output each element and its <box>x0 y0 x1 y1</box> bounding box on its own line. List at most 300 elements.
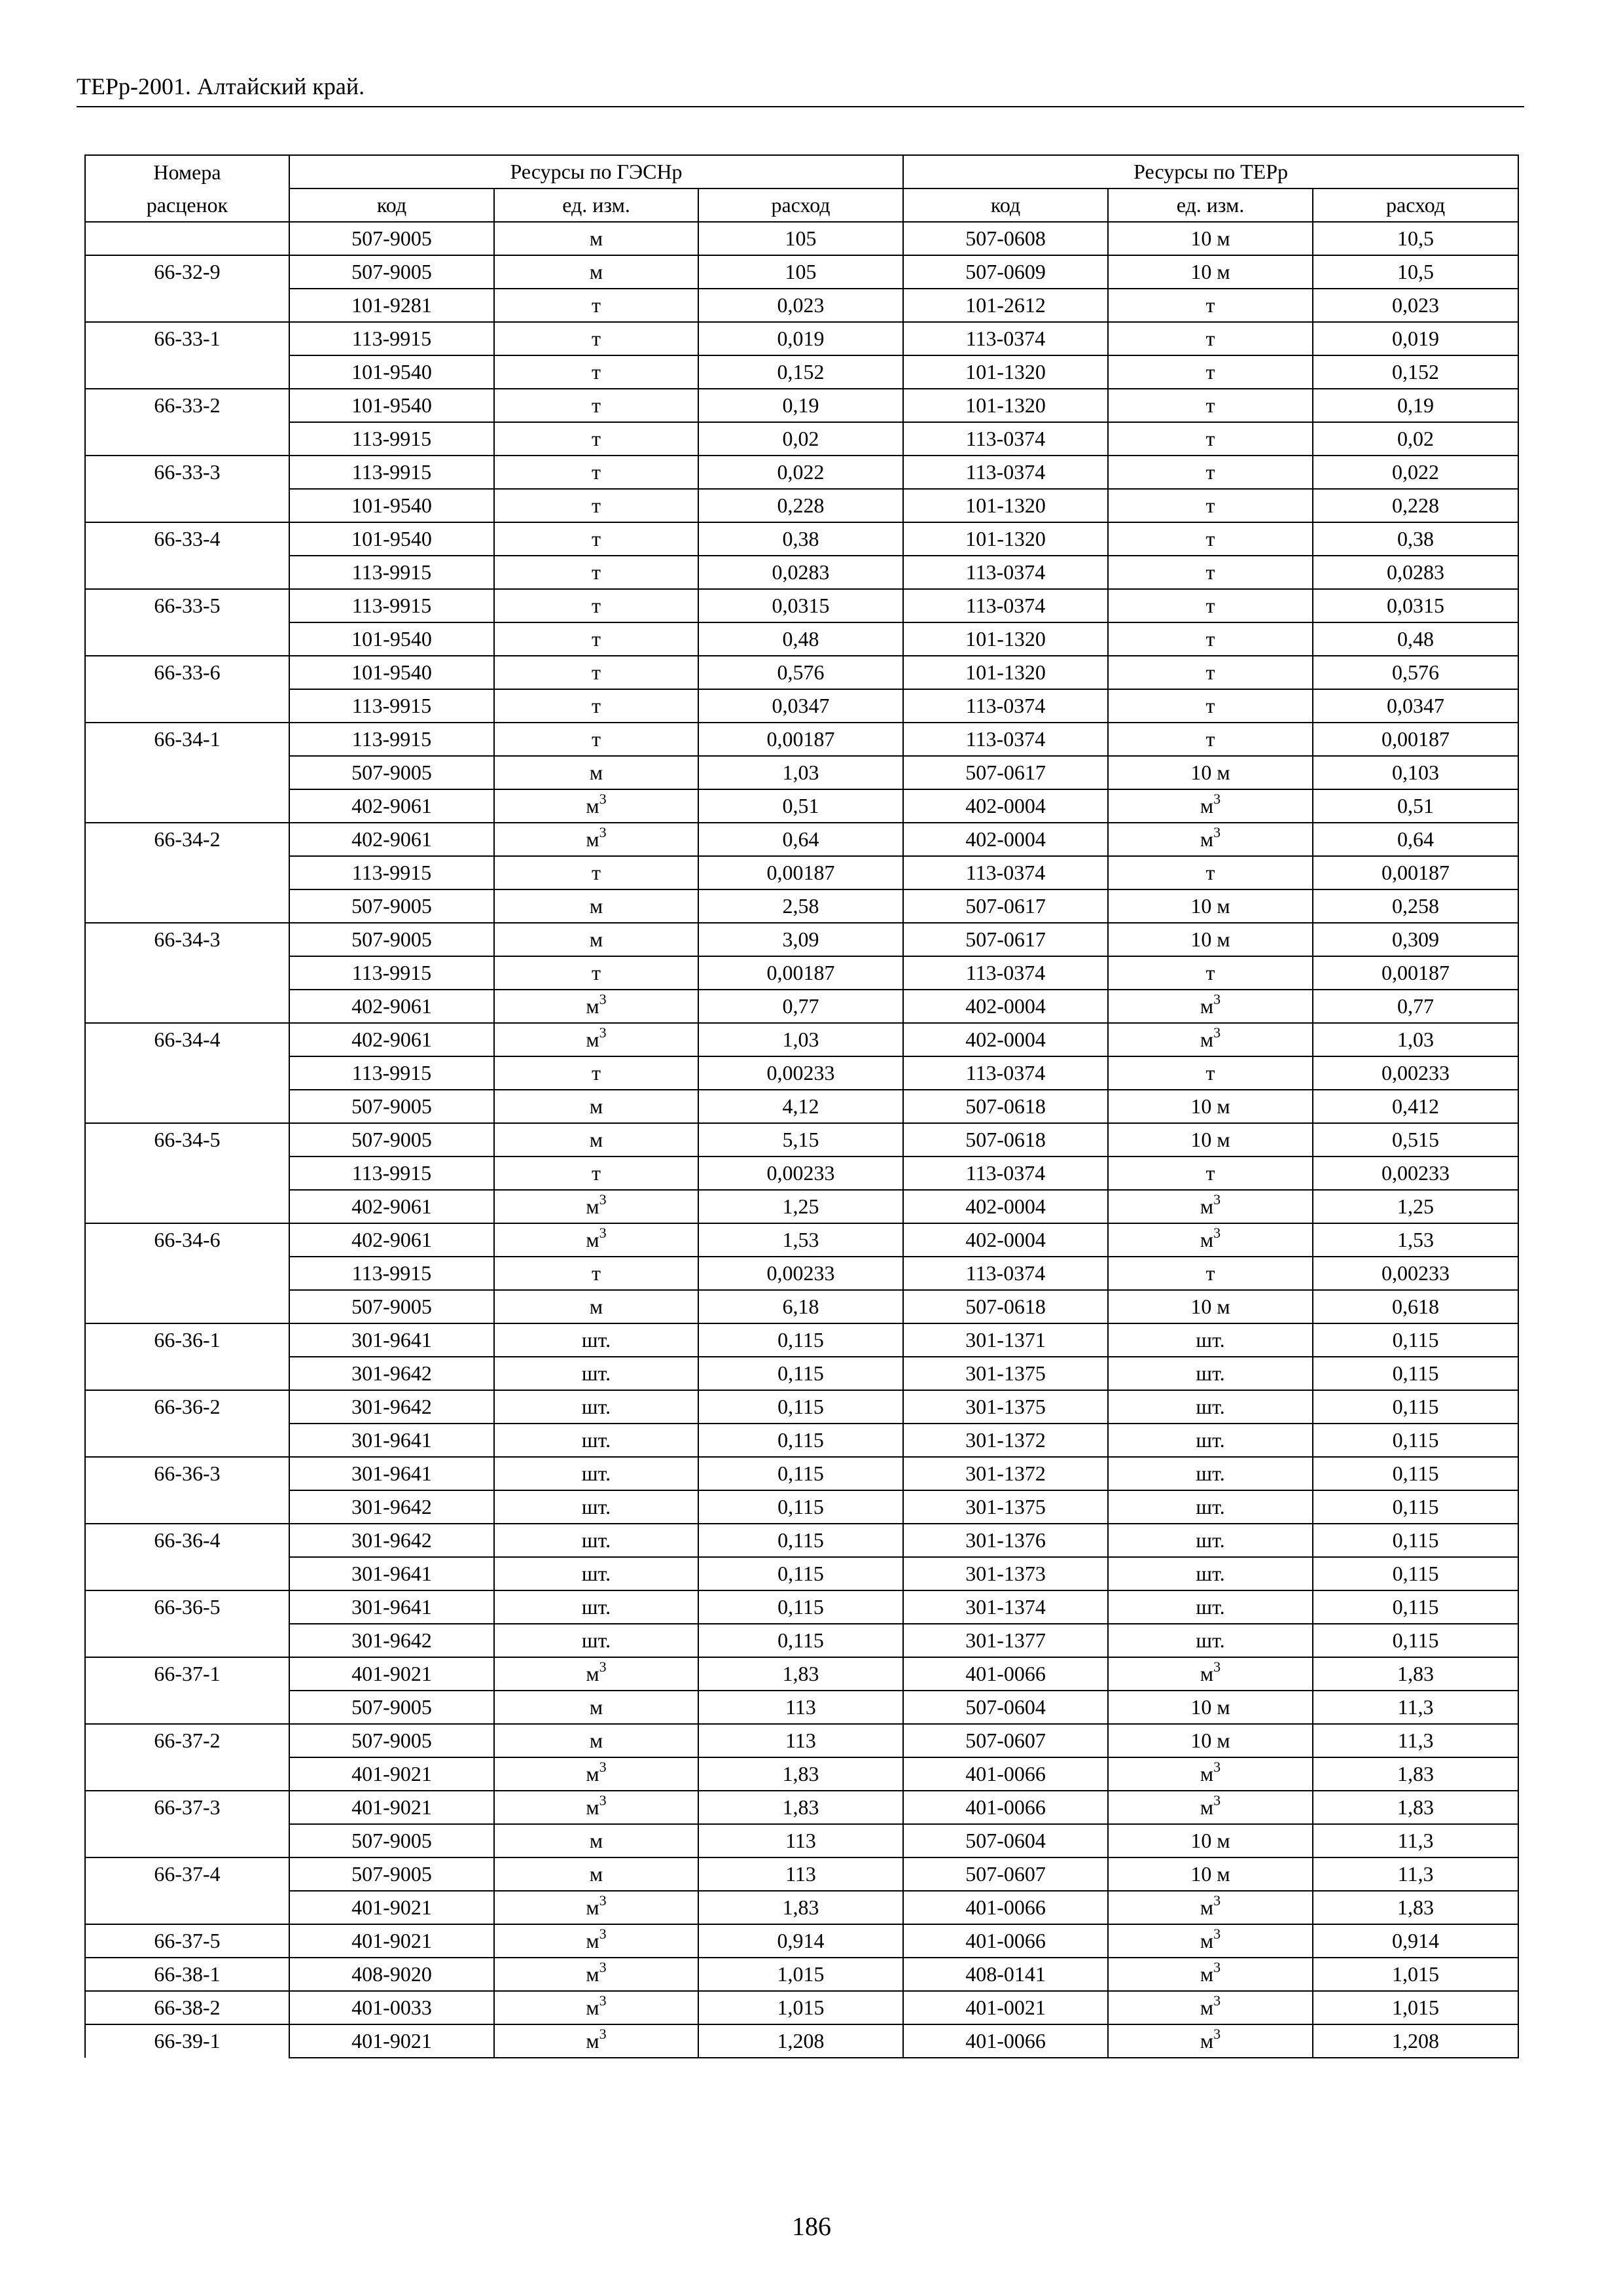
table-row <box>85 1791 1518 1824</box>
table-subheader-row <box>85 188 1518 222</box>
gesn-resources-header: Ресурсы по ГЭСНр <box>289 155 903 188</box>
table-row <box>85 1390 1518 1424</box>
gesn-code-cell: 401-9021 <box>289 1791 494 1824</box>
ter-unit-cell: $м^3$ <box>1108 1757 1313 1791</box>
ter-consumption-cell: 0,228 <box>1313 489 1518 522</box>
gesn-unit-cell: шт. <box>494 1524 698 1557</box>
gesn-consumption-cell: 5,15 <box>698 1123 903 1157</box>
rate-number-cell: 66-32-9 <box>85 255 289 289</box>
ter-code-cell: 301-1377 <box>903 1624 1108 1657</box>
ter-code-cell: 301-1376 <box>903 1524 1108 1557</box>
gesn-code-cell: 401-9021 <box>289 1924 494 1958</box>
ter-consumption-cell: 1,83 <box>1313 1791 1518 1824</box>
gesn-unit-cell: т <box>494 522 698 556</box>
gesn-consumption-cell: 105 <box>698 255 903 289</box>
gesn-code-cell: 402-9061 <box>289 789 494 823</box>
gesn-unit-cell: м <box>494 889 698 923</box>
gesn-code-cell: 301-9642 <box>289 1357 494 1390</box>
ter-code-cell: 301-1373 <box>903 1557 1108 1590</box>
ter-consumption-cell: 0,64 <box>1313 823 1518 856</box>
gesn-code-cell: 101-9540 <box>289 355 494 389</box>
gesn-unit-cell: $м^3$ <box>494 1791 698 1824</box>
ter-code-cell: 401-0066 <box>903 1757 1108 1791</box>
ter-consumption-cell: 0,51 <box>1313 789 1518 823</box>
ter-consumption-cell: 0,00187 <box>1313 956 1518 990</box>
rate-number-cell <box>85 856 289 889</box>
ter-consumption-cell: 1,03 <box>1313 1023 1518 1056</box>
ter-unit-cell: 10 м <box>1108 1724 1313 1757</box>
gesn-consumption-cell: 105 <box>698 222 903 255</box>
gesn-code-cell: 301-9641 <box>289 1590 494 1624</box>
gesn-unit-cell: $м^3$ <box>494 1223 698 1257</box>
gesn-unit-cell: шт. <box>494 1557 698 1590</box>
gesn-consumption-cell: 1,53 <box>698 1223 903 1257</box>
table-row <box>85 2024 1518 2058</box>
gesn-code-cell: 507-9005 <box>289 1290 494 1323</box>
gesn-code-cell: 401-9021 <box>289 1657 494 1691</box>
gesn-code-cell: 113-9915 <box>289 556 494 589</box>
gesn-consumption-cell: 0,115 <box>698 1524 903 1557</box>
ter-consumption-cell: 0,02 <box>1313 422 1518 456</box>
rate-number-cell <box>85 1424 289 1457</box>
ter-consumption-cell: 0,00233 <box>1313 1257 1518 1290</box>
ter-code-cell: 507-0608 <box>903 222 1108 255</box>
gesn-consumption-cell: 0,51 <box>698 789 903 823</box>
gesn-consumption-cell: 0,115 <box>698 1490 903 1524</box>
rate-number-cell <box>85 889 289 923</box>
gesn-unit-cell: м <box>494 1724 698 1757</box>
rate-number-cell <box>85 1557 289 1590</box>
ter-code-cell: 301-1374 <box>903 1590 1108 1624</box>
gesn-unit-cell: $м^3$ <box>494 2024 698 2058</box>
ter-unit-cell: 10 м <box>1108 1824 1313 1857</box>
ter-code-cell: 401-0021 <box>903 1991 1108 2024</box>
rate-number-cell: 66-33-5 <box>85 589 289 622</box>
rate-number-cell: 66-37-3 <box>85 1791 289 1824</box>
ter-unit-cell: 10 м <box>1108 222 1313 255</box>
gesn-unit-cell: т <box>494 856 698 889</box>
table-row <box>85 522 1518 556</box>
gesn-unit-cell: м <box>494 923 698 956</box>
ter-code-cell: 507-0609 <box>903 255 1108 289</box>
gesn-code-cell: 301-9641 <box>289 1424 494 1457</box>
gesn-consumption-cell: 0,19 <box>698 389 903 422</box>
table-row <box>85 589 1518 622</box>
ter-unit-cell: $м^3$ <box>1108 990 1313 1023</box>
table-row <box>85 1590 1518 1624</box>
gesn-code-cell: 301-9642 <box>289 1390 494 1424</box>
table-row <box>85 1691 1518 1724</box>
ter-consumption-cell: 0,023 <box>1313 289 1518 322</box>
ter-unit-cell: т <box>1108 589 1313 622</box>
gesn-consumption-cell: 0,115 <box>698 1590 903 1624</box>
gesn-code-cell: 101-9540 <box>289 389 494 422</box>
ter-consumption-cell: 1,015 <box>1313 1991 1518 2024</box>
rate-number-cell: 66-34-3 <box>85 923 289 956</box>
gesn-unit-cell: т <box>494 656 698 689</box>
ter-unit-cell: шт. <box>1108 1357 1313 1390</box>
gesn-consumption-cell: 1,83 <box>698 1757 903 1791</box>
table-row <box>85 1657 1518 1691</box>
gesn-unit-cell: $м^3$ <box>494 1023 698 1056</box>
ter-code-cell: 401-0066 <box>903 1657 1108 1691</box>
table-row <box>85 1157 1518 1190</box>
rate-number-cell: 66-34-6 <box>85 1223 289 1257</box>
table-row <box>85 556 1518 589</box>
gesn-unit-cell: т <box>494 389 698 422</box>
ter-unit-cell: т <box>1108 489 1313 522</box>
ter-consumption-cell: 0,0315 <box>1313 589 1518 622</box>
resources-table <box>84 154 1519 2058</box>
gesn-unit-cell: т <box>494 322 698 355</box>
ter-code-cell: 301-1375 <box>903 1357 1108 1390</box>
table-row <box>85 1757 1518 1791</box>
gesn-consumption-cell: 113 <box>698 1824 903 1857</box>
gesn-code-cell: 401-9021 <box>289 1891 494 1924</box>
table-row <box>85 422 1518 456</box>
rate-number-cell: 66-36-5 <box>85 1590 289 1624</box>
ter-unit-cell: т <box>1108 956 1313 990</box>
rate-number-cell <box>85 422 289 456</box>
ter-code-cell: 113-0374 <box>903 456 1108 489</box>
ter-code-header: код <box>903 188 1108 222</box>
rate-number-cell <box>85 956 289 990</box>
ter-unit-cell: т <box>1108 556 1313 589</box>
rate-number-cell <box>85 1290 289 1323</box>
gesn-consumption-cell: 0,38 <box>698 522 903 556</box>
rate-number-cell <box>85 289 289 322</box>
gesn-unit-header: ед. изм. <box>494 188 698 222</box>
ter-unit-cell: $м^3$ <box>1108 789 1313 823</box>
ter-unit-cell: т <box>1108 689 1313 723</box>
table-header-row <box>85 155 1518 188</box>
ter-code-cell: 507-0607 <box>903 1724 1108 1757</box>
rate-number-cell <box>85 1624 289 1657</box>
gesn-consumption-cell: 0,115 <box>698 1323 903 1357</box>
ter-unit-cell: т <box>1108 322 1313 355</box>
gesn-unit-cell: шт. <box>494 1490 698 1524</box>
gesn-consumption-cell: 6,18 <box>698 1290 903 1323</box>
ter-code-cell: 401-0066 <box>903 1891 1108 1924</box>
gesn-consumption-cell: 0,0347 <box>698 689 903 723</box>
rate-number-cell <box>85 1357 289 1390</box>
ter-consumption-cell: 1,015 <box>1313 1958 1518 1991</box>
ter-unit-cell: $м^3$ <box>1108 1657 1313 1691</box>
gesn-consumption-cell: 0,00233 <box>698 1157 903 1190</box>
ter-unit-cell: 10 м <box>1108 1123 1313 1157</box>
table-row <box>85 1824 1518 1857</box>
ter-consumption-cell: 11,3 <box>1313 1857 1518 1891</box>
rate-number-cell: 66-34-4 <box>85 1023 289 1056</box>
gesn-consumption-cell: 0,023 <box>698 289 903 322</box>
rate-number-cell <box>85 355 289 389</box>
rate-number-cell: 66-38-1 <box>85 1958 289 1991</box>
ter-consumption-cell: 11,3 <box>1313 1691 1518 1724</box>
ter-unit-cell: т <box>1108 856 1313 889</box>
gesn-unit-cell: т <box>494 1157 698 1190</box>
rate-number-cell: 66-36-3 <box>85 1457 289 1490</box>
gesn-code-cell: 113-9915 <box>289 856 494 889</box>
ter-unit-cell: шт. <box>1108 1490 1313 1524</box>
gesn-code-cell: 507-9005 <box>289 255 494 289</box>
gesn-unit-cell: м <box>494 1090 698 1123</box>
gesn-unit-cell: т <box>494 689 698 723</box>
rate-number-cell: 66-37-1 <box>85 1657 289 1691</box>
ter-unit-cell: т <box>1108 389 1313 422</box>
gesn-unit-cell: т <box>494 422 698 456</box>
gesn-unit-cell: шт. <box>494 1424 698 1457</box>
gesn-consumption-cell: 1,015 <box>698 1958 903 1991</box>
gesn-consumption-cell: 1,03 <box>698 1023 903 1056</box>
gesn-consumption-cell: 113 <box>698 1857 903 1891</box>
ter-consumption-cell: 0,00233 <box>1313 1056 1518 1090</box>
ter-code-cell: 401-0066 <box>903 1791 1108 1824</box>
gesn-unit-cell: т <box>494 1257 698 1290</box>
gesn-consumption-cell: 1,83 <box>698 1891 903 1924</box>
ter-code-cell: 507-0604 <box>903 1691 1108 1724</box>
table-row <box>85 1190 1518 1223</box>
rate-number-cell: 66-37-4 <box>85 1857 289 1891</box>
table-row <box>85 222 1518 255</box>
ter-unit-cell: т <box>1108 456 1313 489</box>
rate-number-cell <box>85 1490 289 1524</box>
ter-unit-cell: 10 м <box>1108 1090 1313 1123</box>
ter-consumption-cell: 0,0347 <box>1313 689 1518 723</box>
gesn-consumption-cell: 0,77 <box>698 990 903 1023</box>
gesn-code-cell: 402-9061 <box>289 1023 494 1056</box>
rate-number-cell <box>85 222 289 255</box>
table-row <box>85 1924 1518 1958</box>
gesn-code-cell: 507-9005 <box>289 889 494 923</box>
gesn-unit-cell: м <box>494 1123 698 1157</box>
ter-code-cell: 402-0004 <box>903 823 1108 856</box>
table-row <box>85 456 1518 489</box>
ter-consumption-cell: 0,576 <box>1313 656 1518 689</box>
ter-unit-cell: т <box>1108 656 1313 689</box>
gesn-unit-cell: т <box>494 489 698 522</box>
gesn-code-cell: 101-9540 <box>289 489 494 522</box>
ter-consumption-cell: 1,83 <box>1313 1757 1518 1791</box>
gesn-code-cell: 113-9915 <box>289 322 494 355</box>
ter-unit-cell: $м^3$ <box>1108 1924 1313 1958</box>
ter-code-cell: 507-0604 <box>903 1824 1108 1857</box>
table-row <box>85 1323 1518 1357</box>
gesn-unit-cell: т <box>494 355 698 389</box>
rate-number-cell <box>85 1691 289 1724</box>
gesn-code-cell: 408-9020 <box>289 1958 494 1991</box>
ter-code-cell: 113-0374 <box>903 1157 1108 1190</box>
gesn-code-cell: 507-9005 <box>289 756 494 789</box>
rate-number-cell <box>85 622 289 656</box>
gesn-unit-cell: т <box>494 723 698 756</box>
table-row <box>85 756 1518 789</box>
table-row <box>85 923 1518 956</box>
ter-unit-cell: шт. <box>1108 1323 1313 1357</box>
table-row <box>85 889 1518 923</box>
gesn-code-cell: 113-9915 <box>289 1056 494 1090</box>
ter-code-cell: 408-0141 <box>903 1958 1108 1991</box>
gesn-unit-cell: $м^3$ <box>494 990 698 1023</box>
table-row <box>85 1624 1518 1657</box>
gesn-consumption-cell: 0,019 <box>698 322 903 355</box>
gesn-code-cell: 113-9915 <box>289 422 494 456</box>
gesn-consumption-cell: 4,12 <box>698 1090 903 1123</box>
gesn-unit-cell: шт. <box>494 1624 698 1657</box>
gesn-unit-cell: $м^3$ <box>494 1958 698 1991</box>
table-row <box>85 389 1518 422</box>
ter-code-cell: 113-0374 <box>903 1056 1108 1090</box>
rate-number-cell: 66-38-2 <box>85 1991 289 2024</box>
ter-code-cell: 507-0617 <box>903 923 1108 956</box>
gesn-unit-cell: м <box>494 222 698 255</box>
gesn-code-cell: 507-9005 <box>289 1691 494 1724</box>
ter-consumption-cell: 0,00187 <box>1313 856 1518 889</box>
ter-unit-cell: 10 м <box>1108 1857 1313 1891</box>
ter-consumption-cell: 0,103 <box>1313 756 1518 789</box>
gesn-consumption-cell: 0,228 <box>698 489 903 522</box>
ter-consumption-cell: 0,115 <box>1313 1524 1518 1557</box>
ter-consumption-cell: 0,00187 <box>1313 723 1518 756</box>
ter-consumption-cell: 11,3 <box>1313 1724 1518 1757</box>
gesn-consumption-cell: 0,02 <box>698 422 903 456</box>
ter-unit-cell: т <box>1108 723 1313 756</box>
rate-number-cell: 66-39-1 <box>85 2024 289 2058</box>
gesn-code-cell: 401-9021 <box>289 1757 494 1791</box>
rate-number-cell <box>85 1891 289 1924</box>
page-number: 186 <box>792 2212 831 2241</box>
gesn-code-cell: 507-9005 <box>289 1123 494 1157</box>
ter-code-cell: 113-0374 <box>903 856 1108 889</box>
ter-consumption-cell: 0,19 <box>1313 389 1518 422</box>
gesn-code-cell: 507-9005 <box>289 923 494 956</box>
gesn-consumption-cell: 0,022 <box>698 456 903 489</box>
gesn-consumption-cell: 0,00187 <box>698 856 903 889</box>
ter-consumption-cell: 0,115 <box>1313 1323 1518 1357</box>
gesn-code-cell: 507-9005 <box>289 1724 494 1757</box>
ter-unit-cell: $м^3$ <box>1108 1023 1313 1056</box>
ter-code-cell: 101-1320 <box>903 622 1108 656</box>
gesn-code-cell: 113-9915 <box>289 1257 494 1290</box>
table-row <box>85 1857 1518 1891</box>
ter-consumption-cell: 0,115 <box>1313 1490 1518 1524</box>
gesn-consumption-cell: 1,25 <box>698 1190 903 1223</box>
ter-code-cell: 113-0374 <box>903 689 1108 723</box>
table-row <box>85 1490 1518 1524</box>
gesn-consumption-cell: 0,115 <box>698 1557 903 1590</box>
ter-code-cell: 507-0617 <box>903 756 1108 789</box>
ter-code-cell: 101-1320 <box>903 656 1108 689</box>
ter-code-cell: 101-2612 <box>903 289 1108 322</box>
ter-code-cell: 402-0004 <box>903 1023 1108 1056</box>
table-row <box>85 1424 1518 1457</box>
gesn-unit-cell: м <box>494 1290 698 1323</box>
gesn-unit-cell: м <box>494 1857 698 1891</box>
gesn-code-cell: 401-0033 <box>289 1991 494 2024</box>
gesn-unit-cell: т <box>494 622 698 656</box>
gesn-consumption-cell: 0,115 <box>698 1390 903 1424</box>
gesn-unit-cell: т <box>494 956 698 990</box>
ter-code-cell: 507-0618 <box>903 1123 1108 1157</box>
ter-code-cell: 402-0004 <box>903 1223 1108 1257</box>
gesn-code-cell: 101-9540 <box>289 622 494 656</box>
gesn-consumption-cell: 113 <box>698 1724 903 1757</box>
rate-number-cell: 66-36-2 <box>85 1390 289 1424</box>
table-row <box>85 789 1518 823</box>
table-row <box>85 1724 1518 1757</box>
gesn-unit-cell: шт. <box>494 1590 698 1624</box>
gesn-code-header: код <box>289 188 494 222</box>
rate-number-cell <box>85 990 289 1023</box>
gesn-unit-cell: $м^3$ <box>494 1757 698 1791</box>
gesn-unit-cell: м <box>494 255 698 289</box>
table-row <box>85 1958 1518 1991</box>
ter-code-cell: 101-1320 <box>903 389 1108 422</box>
rate-number-cell <box>85 1090 289 1123</box>
table-row <box>85 723 1518 756</box>
ter-code-cell: 401-0066 <box>903 1924 1108 1958</box>
gesn-consumption-cell: 1,03 <box>698 756 903 789</box>
gesn-code-cell: 507-9005 <box>289 1857 494 1891</box>
gesn-consumption-cell: 113 <box>698 1691 903 1724</box>
gesn-code-cell: 301-9642 <box>289 1490 494 1524</box>
ter-unit-cell: шт. <box>1108 1624 1313 1657</box>
gesn-consumption-cell: 0,0283 <box>698 556 903 589</box>
table-row <box>85 956 1518 990</box>
gesn-code-cell: 507-9005 <box>289 1824 494 1857</box>
gesn-consumption-cell: 0,64 <box>698 823 903 856</box>
table-row <box>85 622 1518 656</box>
rate-number-cell: 66-33-6 <box>85 656 289 689</box>
document-title: ТЕРр-2001. Алтайский край. <box>77 73 365 99</box>
gesn-consumption-cell: 0,115 <box>698 1457 903 1490</box>
rate-number-cell <box>85 1824 289 1857</box>
gesn-code-cell: 113-9915 <box>289 723 494 756</box>
gesn-consumption-cell: 0,152 <box>698 355 903 389</box>
table-row <box>85 1991 1518 2024</box>
gesn-consumption-cell: 0,115 <box>698 1357 903 1390</box>
gesn-consumption-cell: 0,00187 <box>698 723 903 756</box>
ter-consumption-cell: 1,208 <box>1313 2024 1518 2058</box>
ter-consumption-cell: 0,618 <box>1313 1290 1518 1323</box>
gesn-code-cell: 301-9642 <box>289 1524 494 1557</box>
ter-consumption-cell: 0,115 <box>1313 1424 1518 1457</box>
rate-number-cell <box>85 1757 289 1791</box>
rate-number-cell <box>85 556 289 589</box>
ter-consumption-cell: 0,115 <box>1313 1390 1518 1424</box>
ter-consumption-cell: 1,83 <box>1313 1657 1518 1691</box>
ter-consumption-cell: 0,152 <box>1313 355 1518 389</box>
gesn-consumption-cell: 1,208 <box>698 2024 903 2058</box>
ter-unit-cell: $м^3$ <box>1108 1791 1313 1824</box>
ter-consumption-cell: 0,515 <box>1313 1123 1518 1157</box>
ter-consumption-cell: 0,309 <box>1313 923 1518 956</box>
ter-unit-cell: 10 м <box>1108 923 1313 956</box>
ter-code-cell: 401-0066 <box>903 2024 1108 2058</box>
rate-number-cell: 66-34-1 <box>85 723 289 756</box>
ter-unit-cell: т <box>1108 289 1313 322</box>
gesn-unit-cell: т <box>494 456 698 489</box>
ter-consumption-cell: 10,5 <box>1313 222 1518 255</box>
rate-number-cell: 66-33-4 <box>85 522 289 556</box>
ter-unit-header: ед. изм. <box>1108 188 1313 222</box>
gesn-consumption-cell: 0,576 <box>698 656 903 689</box>
ter-consumption-cell: 0,115 <box>1313 1590 1518 1624</box>
ter-code-cell: 507-0618 <box>903 1290 1108 1323</box>
ter-code-cell: 301-1375 <box>903 1490 1108 1524</box>
rate-number-header-line2: расценок <box>85 188 289 222</box>
gesn-consumption-cell: 0,48 <box>698 622 903 656</box>
table-row <box>85 355 1518 389</box>
